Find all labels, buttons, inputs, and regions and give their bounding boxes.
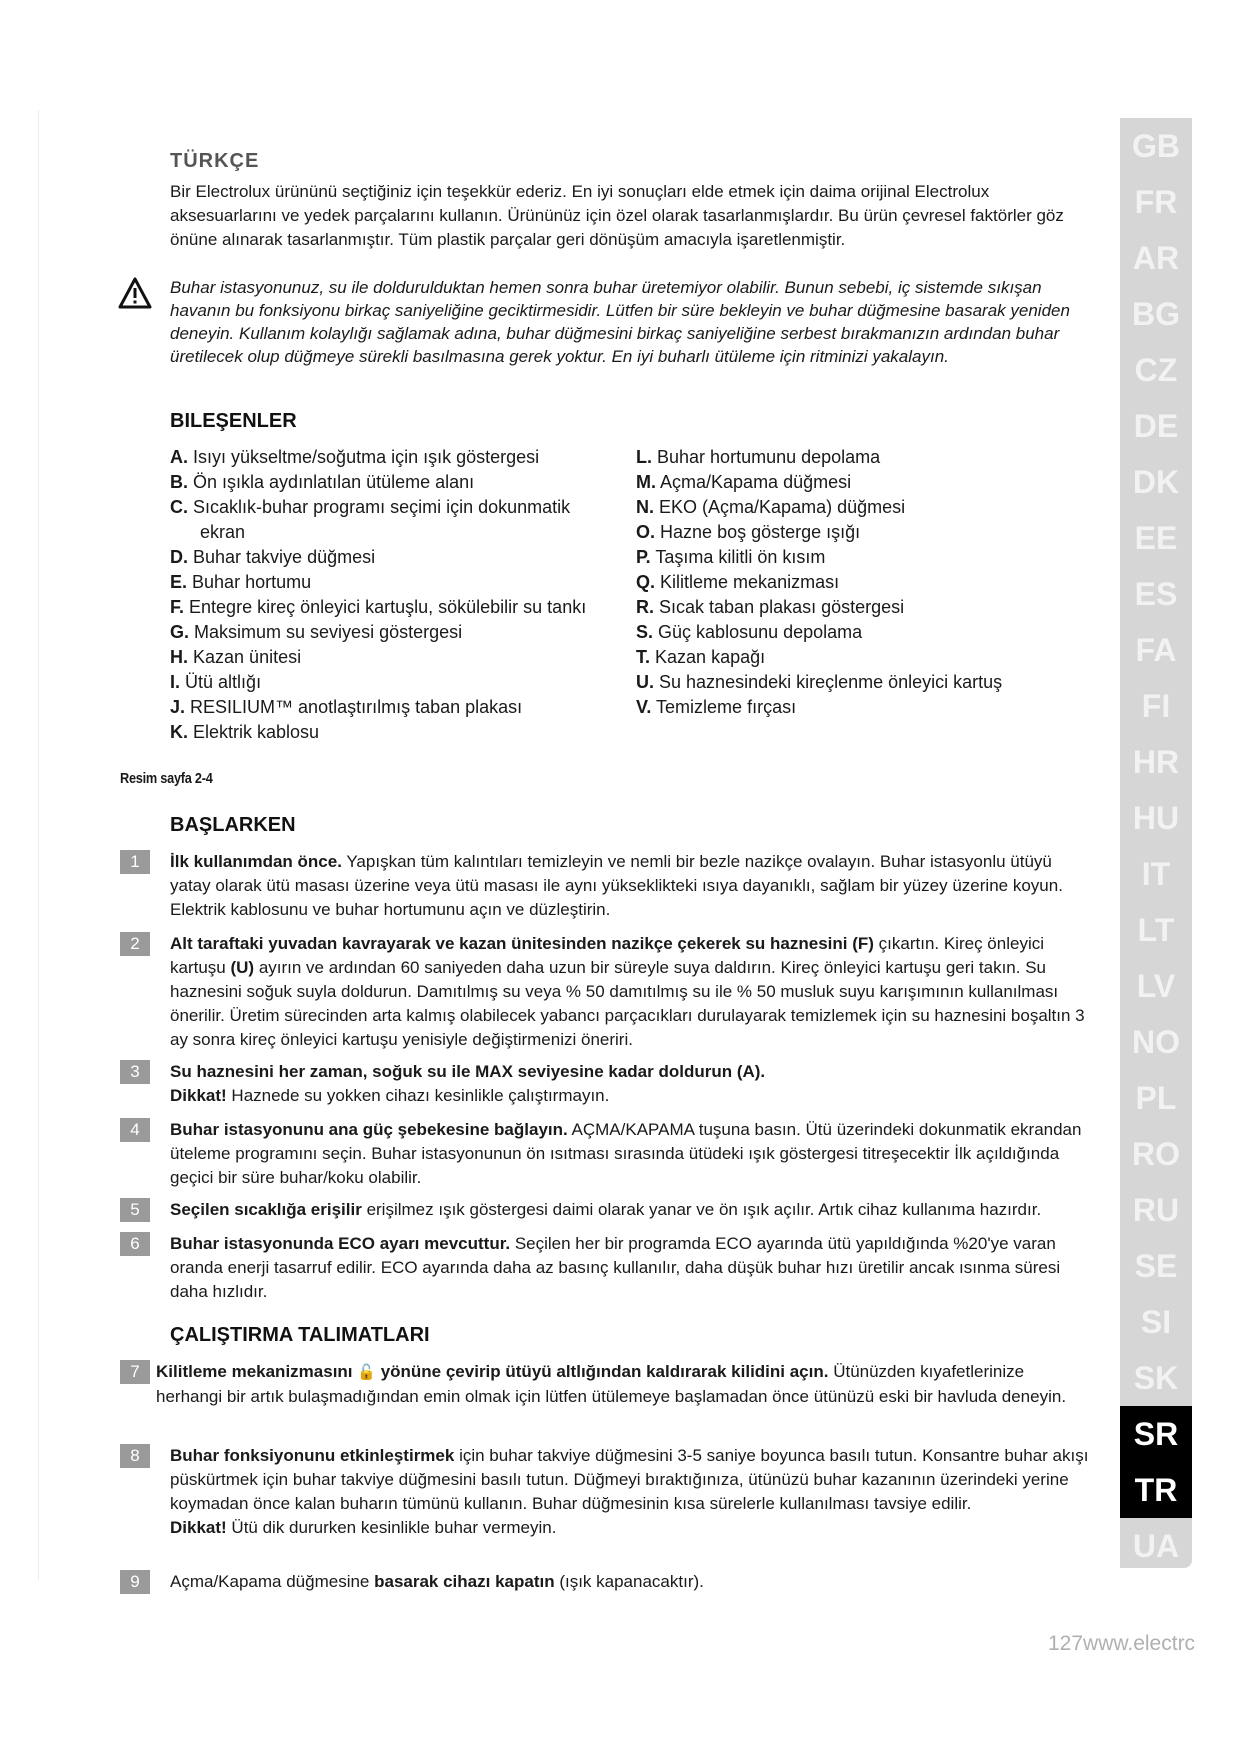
list-item: M. Açma/Kapama düğmesi bbox=[636, 472, 852, 492]
list-item: B. Ön ışıkla aydınlatılan ütüleme alanı bbox=[170, 472, 475, 492]
lang-tab-hr[interactable]: HR bbox=[1132, 744, 1180, 780]
list-item: ekran bbox=[200, 522, 246, 542]
step-1-text: İlk kullanımdan önce. Yapışkan tüm kalıntıları temizleyin ve nemli bir bezle nazikçe ovalayın. Buhar istasyonlu ütüyü yatay olarak ütü masası üzerine veya ütü masası ile aynı yükseklikteki ısıya dayanıklı, sağlam bir yüzey üzerine koyun. Elektrik kablosunu ve buhar hortumunu açın ve düzleştirin. bbox=[170, 852, 1063, 919]
lang-tab-sr[interactable]: SR bbox=[1120, 1406, 1192, 1462]
lang-tab-sk[interactable]: SK bbox=[1133, 1360, 1179, 1396]
list-item: T. Kazan kapağı bbox=[636, 647, 766, 667]
step-5-text: Seçilen sıcaklığa erişilir erişilmez ışık göstergesi daimi olarak yanar ve ön ışık açılır. Artık cihaz kullanıma hazırdır. bbox=[170, 1200, 1042, 1219]
list-item: H. Kazan ünitesi bbox=[170, 647, 302, 667]
operation-heading: ÇALIŞTIRMA TALIMATLARI bbox=[170, 1324, 430, 1346]
list-item: P. Taşıma kilitli ön kısım bbox=[636, 547, 826, 567]
figure-reference: Resim sayfa 2-4 bbox=[120, 770, 213, 787]
step-number-badge: 1 bbox=[120, 850, 150, 874]
list-item: R. Sıcak taban plakası göstergesi bbox=[636, 597, 905, 617]
list-item: U. Su haznesindeki kireçlenme önleyici kartuş bbox=[636, 672, 1003, 692]
step-4-text: Buhar istasyonunu ana güç şebekesine bağlayın. AÇMA/KAPAMA tuşuna basın. Ütü üzerindeki dokunmatik ekrandan üteleme programını seçin. Buhar istasyonunun ön ısıtması sırasında ütüdeki ışık göstergesi titreşecektir İlk açıldığında geçici bir süre buhar/koku olabilir. bbox=[170, 1120, 1082, 1187]
step-3-text: Su haznesini her zaman, soğuk su ile MAX seviyesine kadar doldurun (A). Dikkat! Haznede su yokken cihazı kesinlikle çalıştırmayın. bbox=[170, 1062, 766, 1105]
lang-tab-lv[interactable]: LV bbox=[1136, 968, 1176, 1004]
step-7-text: Kilitleme mekanizmasını 🔓 yönüne çevirip ütüyü altlığından kaldırarak kilidini açın. Ütünüzden kıyafetlerinize herhangi bir artık bulaşmadığından emin olmak için lütfen ütülemeye başlamadan önce ütünüzü eski bir havluda deneyin. bbox=[156, 1362, 1067, 1406]
components-list-left bbox=[170, 445, 610, 745]
lang-tab-bg[interactable]: BG bbox=[1132, 296, 1180, 332]
lang-tab-es[interactable]: ES bbox=[1134, 576, 1178, 612]
lang-tab-gb[interactable]: GB bbox=[1132, 128, 1180, 164]
language-tab-strip bbox=[1120, 118, 1192, 1568]
list-item: L. Buhar hortumunu depolama bbox=[636, 447, 881, 467]
getting-started-heading: BAŞLARKEN bbox=[170, 814, 296, 836]
page-margin-line bbox=[38, 110, 39, 1580]
lang-tab-de[interactable]: DE bbox=[1133, 408, 1179, 444]
step-number-badge: 7 bbox=[120, 1360, 150, 1384]
lang-tab-pl[interactable]: PL bbox=[1135, 1080, 1177, 1116]
intro-paragraph: Bir Electrolux ürününü seçtiğiniz için teşekkür ederiz. En iyi sonuçları elde etmek için daima orijinal Electrolux aksesuarlarını ve yedek parçalarını kullanın. Ürününüz için özel olarak tasarlanmışlardır. Bu ürün çevresel faktörler göz önüne alınarak tasarlanmıştır. Tüm plastik parçalar geri dönüşüm amacıyla işaretlenmiştir. bbox=[170, 182, 1064, 249]
lang-tab-ee[interactable]: EE bbox=[1134, 520, 1178, 556]
lang-tab-cz[interactable]: CZ bbox=[1134, 352, 1178, 388]
step-number-badge: 3 bbox=[120, 1060, 150, 1084]
list-item: D. Buhar takviye düğmesi bbox=[170, 547, 376, 567]
lang-tab-hu[interactable]: HU bbox=[1132, 800, 1180, 836]
list-item: O. Hazne boş gösterge ışığı bbox=[636, 522, 861, 542]
list-item: G. Maksimum su seviyesi göstergesi bbox=[170, 622, 463, 642]
warning-text: Buhar istasyonunuz, su ile doldurulduktan hemen sonra buhar üretemiyor olabilir. Bunun sebebi, iç sistemde sıkışan havanın bu fonksiyonu birkaç saniyeliğine geciktirmesidir. Lütfen bir süre bekleyin ve buhar düğmesine basarak yeniden deneyin. Kullanım kolaylığı sağlamak adına, buhar düğmesini birkaç saniyeliğine serbest bırakmanızın ardından buhar üretilecek olup düğmeye sürekli basılmasına gerek yoktur. En iyi buharlı ütüleme için ritminizi yakalayın. bbox=[170, 278, 1070, 366]
step-number-badge: 6 bbox=[120, 1232, 150, 1256]
lang-tab-fa[interactable]: FA bbox=[1135, 632, 1177, 668]
step-9-text: Açma/Kapama düğmesine basarak cihazı kapatın (ışık kapanacaktır). bbox=[170, 1572, 704, 1591]
step-number-badge: 8 bbox=[120, 1444, 150, 1468]
components-heading: BILEŞENLER bbox=[170, 410, 297, 432]
list-item: K. Elektrik kablosu bbox=[170, 722, 320, 742]
list-item: I. Ütü altlığı bbox=[170, 672, 262, 692]
page-footer: 127www.electrc bbox=[1048, 1632, 1196, 1655]
lang-tab-ua[interactable]: UA bbox=[1132, 1528, 1180, 1564]
lang-tab-lt[interactable]: LT bbox=[1137, 912, 1175, 948]
list-item: V. Temizleme fırçası bbox=[636, 697, 797, 717]
list-item: F. Entegre kireç önleyici kartuşlu, sökülebilir su tankı bbox=[170, 597, 587, 617]
step-2-text: Alt taraftaki yuvadan kavrayarak ve kazan ünitesinden nazikçe çekerek su haznesini (F) çıkartın. Kireç önleyici kartuşu (U) ayırın ve ardından 60 saniyeden daha uzun bir süreyle suya daldırın. Kireç önleyici kartuşu geri takın. Su haznesini soğuk suyla doldurun. Damıtılmış su veya % 50 damıtılmış su ile % 50 musluk suyu karışımının kullanılması önerilir. Üretim sürecinden arta kalmış olabilecek yabancı parçacıkları durulayarak temizlemek için su haznesini boşaltın 3 ay sonra kireç önleyici kartuşu yenisiyle değiştirmenizi öneriri. bbox=[170, 934, 1085, 1049]
lang-tab-dk[interactable]: DK bbox=[1132, 464, 1180, 500]
step-8-text: Buhar fonksiyonunu etkinleştirmek için buhar takviye düğmesini 3-5 saniye boyunca basılı tutun. Konsantre buhar akışı püskürtmek için buhar takviye düğmesini basılı tutun. Düğmeyi bıraktığınıza, ütünüzü buhar kazanının üzerindeki yerine koymadan önce kalan buharın tümünü kullanın. Buhar düğmesinin kısa sürelerle kullanılması tavsiye edilir. Dikkat! Ütü dik dururken kesinlikle buhar vermeyin. bbox=[170, 1446, 1089, 1537]
list-item: J. RESILIUM™ anotlaştırılmış taban plakası bbox=[170, 697, 523, 717]
list-item: Q. Kilitleme mekanizması bbox=[636, 572, 840, 592]
warning-icon bbox=[118, 277, 152, 309]
lang-tab-tr[interactable]: TR bbox=[1120, 1462, 1192, 1518]
list-item: N. EKO (Açma/Kapama) düğmesi bbox=[636, 497, 906, 517]
lang-tab-ru[interactable]: RU bbox=[1132, 1192, 1180, 1228]
list-item: A. Isıyı yükseltme/soğutma için ışık göstergesi bbox=[170, 447, 540, 467]
step-6-text: Buhar istasyonunda ECO ayarı mevcuttur. Seçilen her bir programda ECO ayarında ütü yapıldığında %20'ye varan oranda enerji tasarruf edilir. ECO ayarında daha az basınç kullanılır, daha düşük buhar hızı üretilir ancak ısınma süresi daha hızlıdır. bbox=[170, 1234, 1061, 1301]
step-number-badge: 5 bbox=[120, 1198, 150, 1222]
lang-tab-ar[interactable]: AR bbox=[1132, 240, 1180, 276]
lang-tab-it[interactable]: IT bbox=[1141, 856, 1171, 892]
lang-tab-fr[interactable]: FR bbox=[1134, 184, 1178, 220]
language-title: TÜRKÇE bbox=[170, 150, 260, 172]
list-item: C. Sıcaklık-buhar programı seçimi için dokunmatik bbox=[170, 497, 571, 517]
list-item: E. Buhar hortumu bbox=[170, 572, 312, 592]
lang-tab-si[interactable]: SI bbox=[1140, 1304, 1172, 1340]
list-item: S. Güç kablosunu depolama bbox=[636, 622, 863, 642]
unlock-icon: 🔓 bbox=[357, 1364, 376, 1381]
step-number-badge: 4 bbox=[120, 1118, 150, 1142]
lang-tab-no[interactable]: NO bbox=[1132, 1024, 1180, 1060]
lang-tab-fi[interactable]: FI bbox=[1141, 688, 1171, 724]
step-number-badge: 9 bbox=[120, 1570, 150, 1594]
step-number-badge: 2 bbox=[120, 932, 150, 956]
lang-tab-se[interactable]: SE bbox=[1134, 1248, 1178, 1284]
components-list-right bbox=[636, 445, 1056, 720]
lang-tab-ro[interactable]: RO bbox=[1132, 1136, 1180, 1172]
